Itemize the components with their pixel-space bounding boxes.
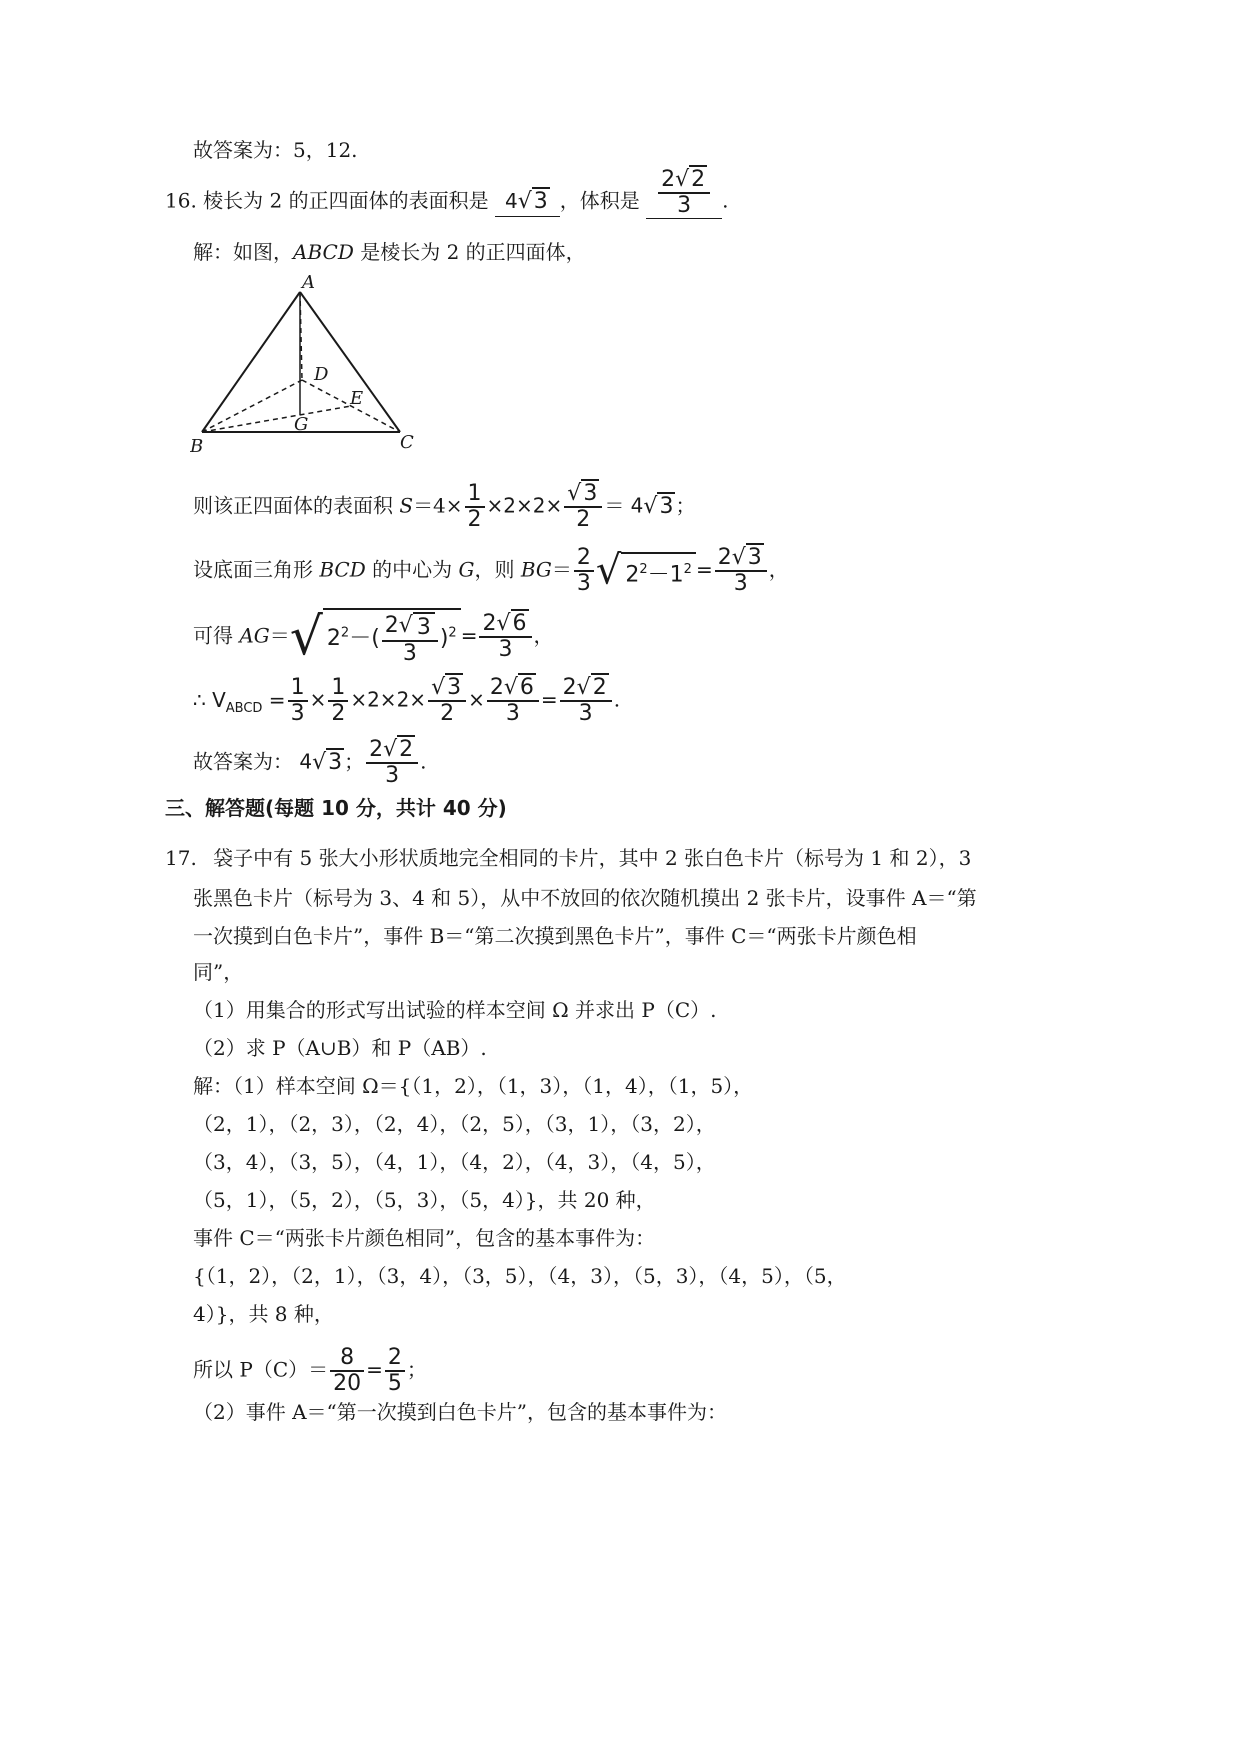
q16-stem-a: 棱长为 2 的正四面体的表面积是 [203, 188, 489, 213]
q17-solution-line-7: 4）}，共 8 种， [193, 1302, 334, 1326]
q16-volume-line: ∴ $V_{ABCD}$ = $\frac{1}{3}$ × $\frac{1}{2}$ ×2×2× $\frac{√3}{2}$ × $\frac{2√6}{3}$ = $\frac{2√2}{3}$ . [193, 675, 621, 726]
tetrahedron-figure [190, 270, 430, 460]
q17-part-1: （1）用集合的形式写出试验的样本空间 Ω 并求出 P（C）. [193, 998, 717, 1022]
q16-stem [165, 167, 729, 219]
q17-part-2-solution: （2）事件 A＝“第一次摸到白色卡片”，包含的基本事件为： [193, 1400, 727, 1424]
q16-final-answer: 故答案为： 4√3 ； $\frac{2√2}{3}$ . [193, 737, 427, 788]
label-c: C [400, 432, 414, 453]
q16-ag-line: 可得 AG＝√ $2^2-$( $\frac{2√ 3}{3}$ )$^2$ = $\frac{2√6}{3}$ ， [193, 607, 554, 667]
q17-stem-line-3: 一次摸到白色卡片”，事件 B＝“第二次摸到黑色卡片”，事件 C＝“两张卡片颜色相 [193, 924, 917, 948]
q16-blank-surface: 4√3 [495, 187, 560, 217]
q16-number: 16. [165, 188, 197, 213]
q16-stem-end: . [722, 188, 729, 213]
q17-solution-line-5: 事件 C＝“两张卡片颜色相同”，包含的基本事件为： [193, 1226, 656, 1250]
q17-solution-line-2: （2，1），（2，3），（2，4），（2，5），（3，1），（3，2）， [193, 1112, 716, 1136]
q17-pc-line: 所以 P（C）＝ $\frac{8}{20}$ = $\frac{2}{5}$ ； [193, 1345, 427, 1396]
q17-solution-line-4: （5，1），（5，2），（5，3），（5，4）}，共 20 种， [193, 1188, 656, 1212]
q16-surface-line: 则该正四面体的表面积 S＝4× $\frac{1}{2}$ ×2×2× $\frac{√3}{2}$ ＝ 4√3 ； [193, 481, 696, 532]
section-3-title: 三、解答题(每题 10 分，共计 40 分) [165, 796, 507, 820]
q16-blank-volume: $\frac{2√2}{3}$ [646, 186, 722, 219]
q17-solution-line-1: 解：（1）样本空间 Ω＝{（1，2），（1，3），（1，4），（1，5）， [193, 1074, 754, 1098]
prev-answer: 故答案为：5，12. [193, 138, 358, 162]
edge-bd [202, 380, 302, 432]
q16-stem-b: ，体积是 [559, 188, 640, 213]
label-g: G [294, 414, 309, 435]
q17-number: 17. [165, 846, 197, 870]
edge-ac [300, 292, 400, 432]
segment-be [202, 406, 351, 432]
q17-stem-line-1: 17. 袋子中有 5 张大小形状质地完全相同的卡片，其中 2 张白色卡片（标号为 1 和 2），3 [165, 846, 972, 870]
label-d: D [314, 364, 329, 385]
q16-solution-intro: 解：如图，ABCD 是棱长为 2 的正四面体， [193, 240, 586, 264]
q17-solution-line-6: {（1，2），（2，1），（3，4），（3，5），（4，3），（5，3），（4，5），（5， [193, 1264, 847, 1288]
label-e: E [350, 388, 364, 409]
q17-solution-line-3: （3，4），（3，5），（4，1），（4，2），（4，3），（4，5）， [193, 1150, 716, 1174]
q17-stem-line-4: 同”， [193, 960, 244, 984]
label-b: B [190, 436, 204, 457]
q17-stem-line-2: 张黑色卡片（标号为 3、4 和 5），从中不放回的依次随机摸出 2 张卡片，设事件 A＝“第 [193, 886, 977, 910]
q17-part-2: （2）求 P（A∪B）和 P（AB）. [193, 1036, 487, 1060]
label-a: A [302, 272, 315, 293]
edge-ab [202, 292, 300, 432]
q16-bg-line: 设底面三角形 BCD 的中心为 G，则 BG＝ $\frac{2}{3}$ √ $2^2-1^2$ = $\frac{2√3}{3}$ ， [193, 545, 789, 596]
